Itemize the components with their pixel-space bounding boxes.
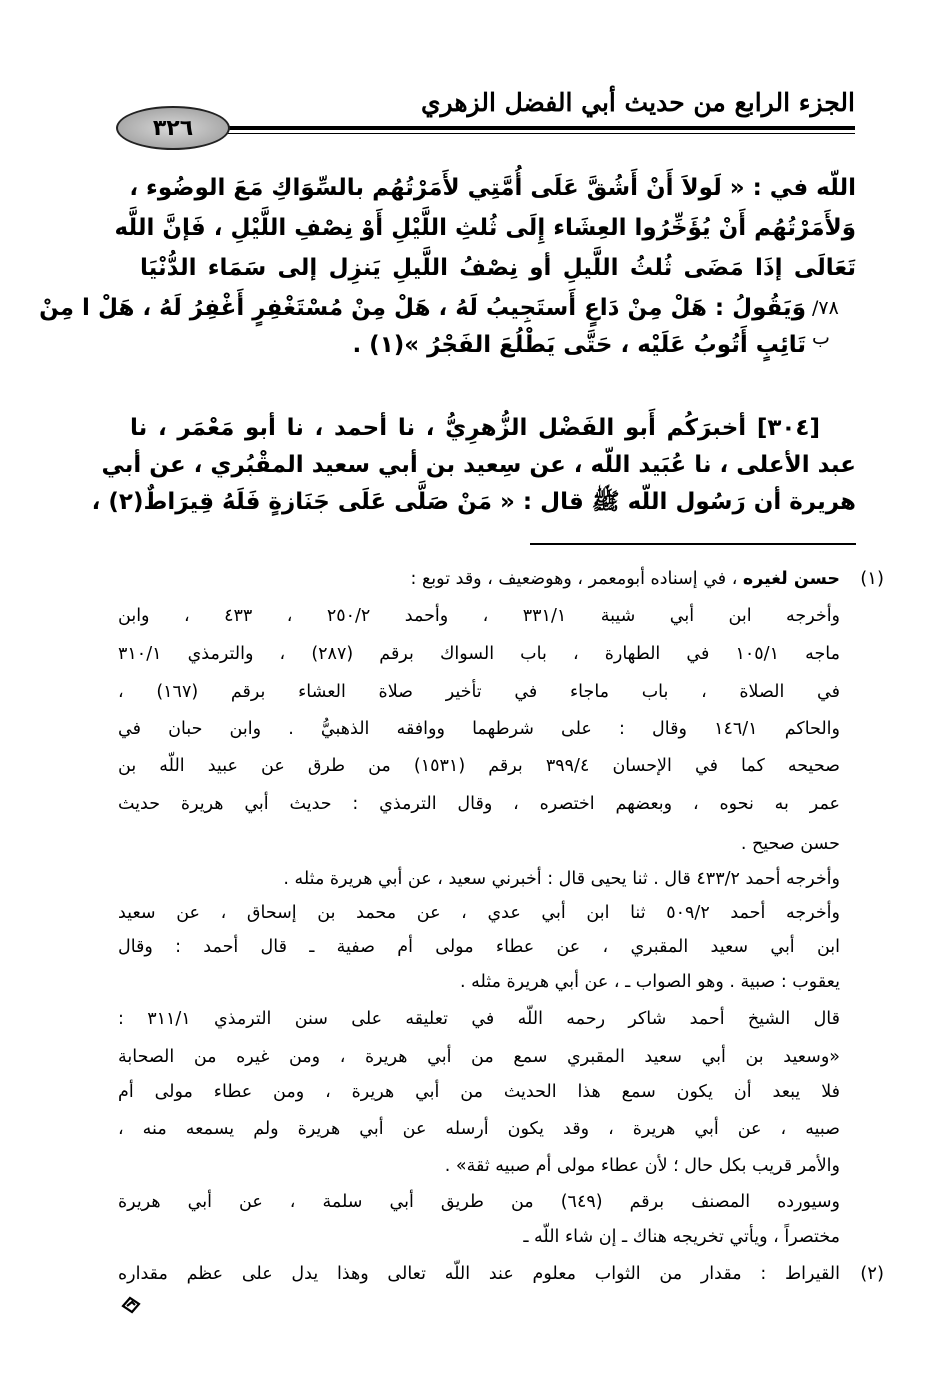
footnote-text: ، في إسناده أبومعمر ، وهوضعيف ، وقد توبع : xyxy=(410,569,743,589)
footnote-line: ماجه ١٠٥/١ في الطهارة ، باب السواك برقم (٢٨٧) ، والترمذي ٣١٠/١ xyxy=(118,644,840,664)
footnote-line: وأخرجه ابن أبي شيبة ٣٣١/١ ، وأحمد ٢٥٠/٢ ، ٤٣٣ ، وابن xyxy=(118,606,841,626)
footnote-line: «وسعيد بن أبي سعيد المقبري سمع من أبي هريرة ، ومن غيره من الصحابة xyxy=(118,1047,840,1067)
footnote-line xyxy=(118,563,840,595)
footnote-line: وأخرجه أحمد ٥٠٩/٢ ثنا ابن أبي عدي ، عن محمد بن إسحاق ، عن سعيد xyxy=(118,903,840,923)
footnote-marker-1: (١) xyxy=(860,568,884,589)
main-text-line: تَائِبٍ أَتُوبُ عَلَيْه ، حَتَّى يَطْلُعَ الفَجْرُ »(١) . xyxy=(352,332,806,358)
continuation-mark-icon xyxy=(120,1294,142,1316)
footnote-line: والحاكم ١٤٦/١ وقال : على شرطهما ووافقه الذهبيُّ . وابن حبان في xyxy=(118,719,840,739)
main-text-line: هريرة أن رَسُول اللّه ﷺ قال : « مَنْ صَلَّى عَلَى جَنَازةٍ فَلَهُ قِيرَاطٌ(٢) ، xyxy=(91,489,856,515)
footnote-line: ابن أبي سعيد المقبري ، عن عطاء مولى أم صفية ـ قال أحمد : وقال xyxy=(118,937,840,957)
footnote-line: وسيورده المصنف برقم (٦٤٩) من طريق أبي سلمة ، عن أبي هريرة xyxy=(118,1192,840,1212)
hadith-304-line: [٣٠٤] أخبرَكُم أَبو الفَضْل الزُّهرِيُّ ، نا أحمد ، نا أبو مَعْمَر ، نا xyxy=(130,415,820,441)
page-number-badge xyxy=(116,106,230,150)
manuscript-folio-note: ٧٨/ب xyxy=(812,297,839,349)
main-text-line: عبد الأعلى ، نا عُبَيد اللّه ، عن سِعيد بن أبي سعيد المقْبُري ، عن أبي xyxy=(101,452,856,478)
header-rule-thin xyxy=(225,133,855,134)
footnote-marker-2: (٢) xyxy=(860,1263,884,1284)
footnote-line: حسن صحيح . xyxy=(740,834,840,854)
footnote-line: وأخرجه أحمد ٤٣٣/٢ قال . ثنا يحيى قال : أخبرني سعيد ، عن أبي هريرة مثله . xyxy=(283,869,840,889)
running-header-title: الجزء الرابع من حديث أبي الفضل الزهري xyxy=(420,88,855,117)
footnote-line: صبيه ، عن أبي هريرة ، وقد يكون أرسله عن أبي هريرة ولم يسمعه منه ، xyxy=(118,1119,840,1139)
footnote-line: والأمر قريب بكل حال ؛ لأن عطاء مولى أم صبيه ثقة» . xyxy=(444,1156,840,1176)
main-text-line: وَيَقُولُ : هَلْ مِنْ دَاعٍ أَستَجِيبُ لَهُ ، هَلْ مِنْ مُسْتَغْفِرٍ أَغْفِرُ لَهُ ، هَلْ ا مِنْ xyxy=(39,295,806,321)
footnote-line: قال الشيخ أحمد شاكر رحمه اللّه في تعليقه على سنن الترمذي ٣١١/١ : xyxy=(118,1009,840,1029)
footnote-line: يعقوب : صبية . وهو الصواب ـ ، عن أبي هريرة مثله . xyxy=(460,972,840,992)
main-text-line: وَلأَمَرْتُهُم أَنْ يُؤَخِّرُوا العِشَاء إِلَى ثُلثِ اللَّيْلِ أَوْ نِصْفِ اللَّيْلِ ، فَإنَّ اللَّه xyxy=(114,215,856,241)
footnote-line: في الصلاة ، باب ماجاء في تأخير صلاة العشاء برقم (١٦٧) ، xyxy=(118,682,840,702)
footnote-separator xyxy=(530,543,856,545)
page-number: ٣٢٦ xyxy=(152,115,194,141)
main-text-line: تَعَالَى إذَا مَضَى ثُلثُ اللَّيلِ أو نِصْفُ اللَّيلِ يَنزِل إلى سَمَاء الدُّنْيَا xyxy=(140,255,856,281)
footnote-line: مختصراً ، ويأتي تخريجه هناك ـ إن شاء اللّه ـ xyxy=(523,1227,840,1247)
footnote-line: صحيحه كما في الإحسان ٣٩٩/٤ برقم (١٥٣١) من طرق عن عبيد اللّه بن xyxy=(118,756,840,776)
footnote-line: فلا يبعد أن يكون سمع هذا الحديث من أبي هريرة ، ومن عطاء مولى أم xyxy=(118,1082,840,1102)
header-rule xyxy=(225,126,855,130)
footnote-line: القيراط : مقدار من الثواب معلوم عند اللّه تعالى وهذا يدل على عظم مقداره xyxy=(118,1264,840,1284)
footnote-line: عمر به نحوه ، وبعضهم اختصره ، وقال الترمذي : حديث أبي هريرة حديث xyxy=(118,794,840,814)
hadith-grade: حسن لغيره xyxy=(742,569,840,589)
main-text-line: اللّه في : « لَولاَ أَنْ أَشُقَّ عَلَى أُمَّتِي لأَمَرْتُهُم بالسِّوَاكِ مَعَ الوضُوء ، xyxy=(129,175,856,201)
